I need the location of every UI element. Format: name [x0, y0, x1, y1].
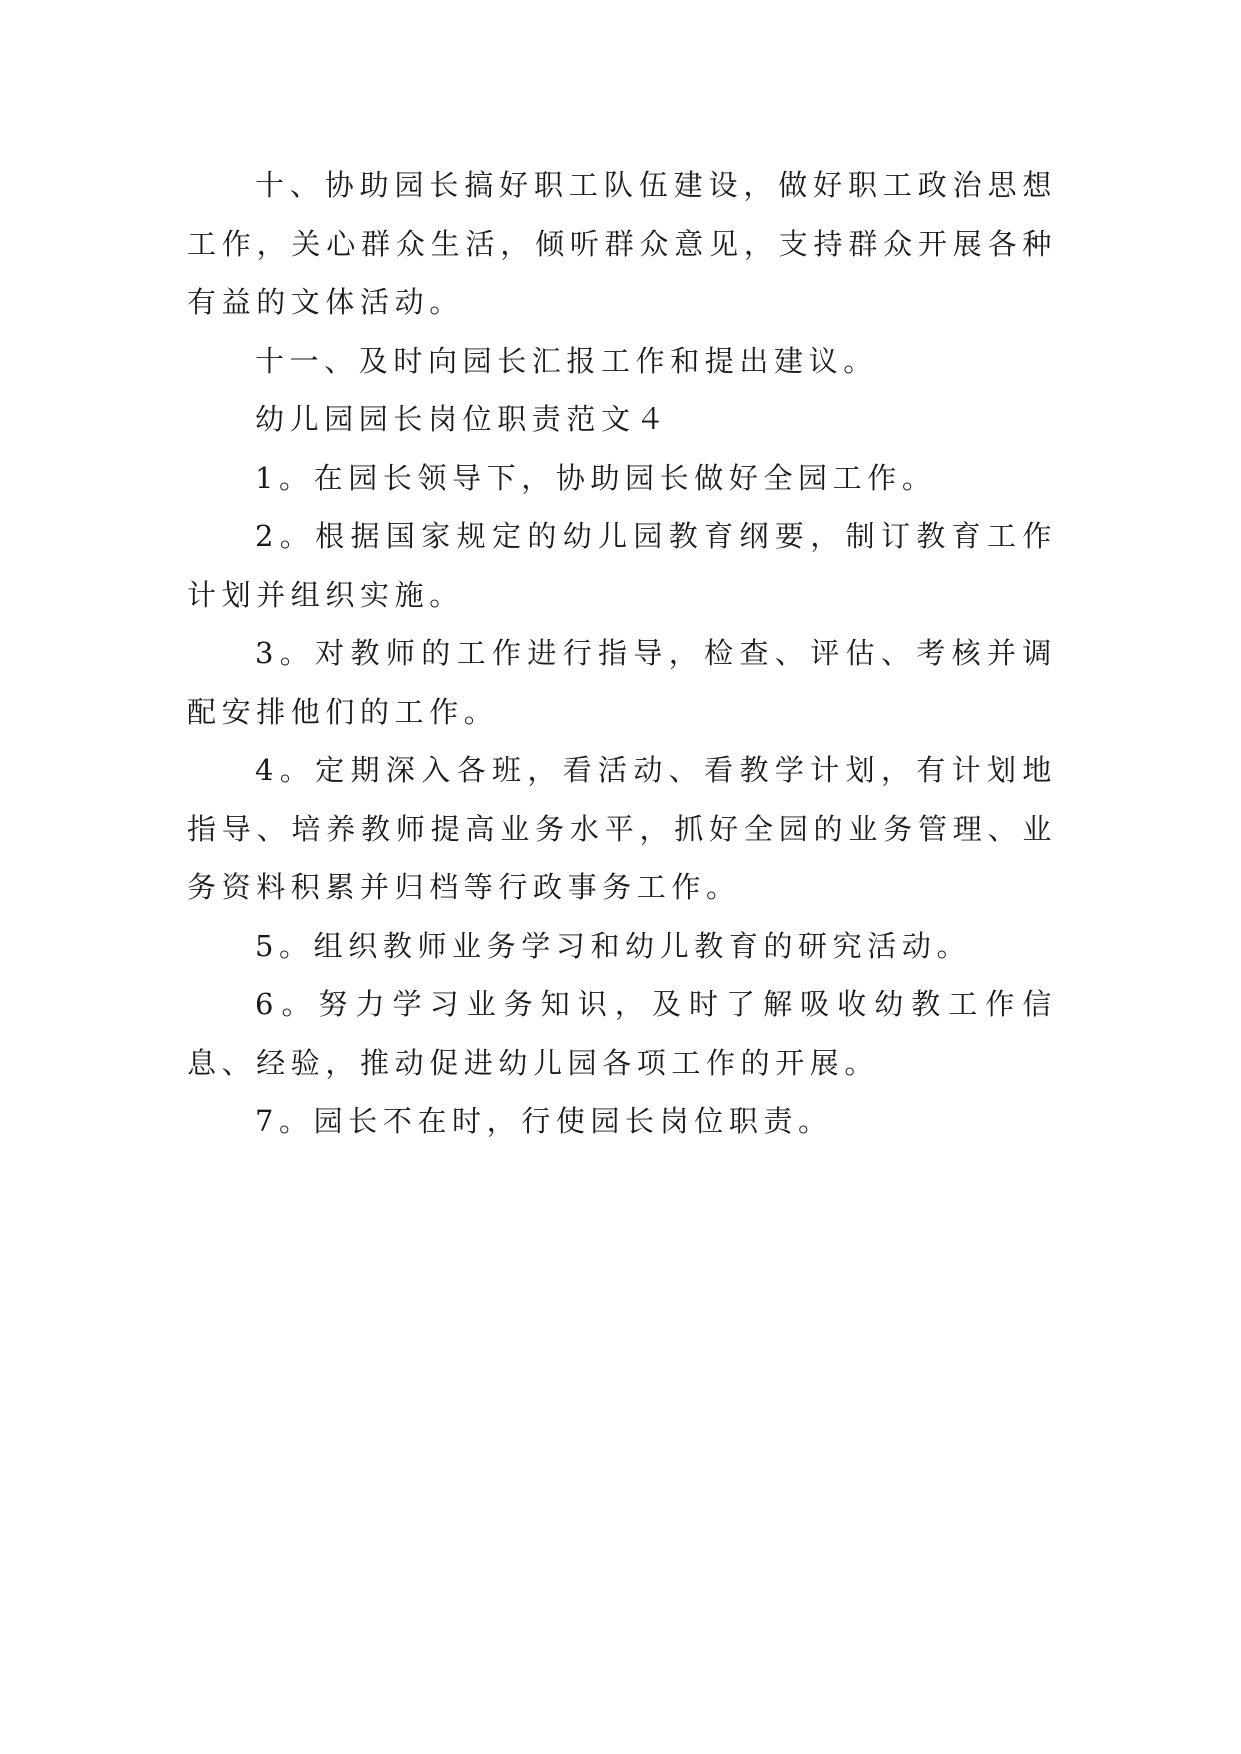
paragraph-item-6: 6。努力学习业务知识，及时了解吸收幼教工作信息、经验，推动促进幼儿园各项工作的开展。 — [187, 987, 1057, 1080]
paragraph-item-7: 7。园长不在时，行使园长岗位职责。 — [255, 1104, 833, 1138]
section-heading: 幼儿园园长岗位职责范文４ — [255, 402, 671, 436]
paragraph-item-3: 3。对教师的工作进行指导，检查、评估、考核并调配安排他们的工作。 — [187, 636, 1057, 729]
paragraph-item-ten: 十、协助园长搞好职工队伍建设，做好职工政治思想工作，关心群众生活，倾听群众意见，支持群众开展各种有益的文体活动。 — [187, 168, 1057, 319]
paragraph-item-1: 1。在园长领导下，协助园长做好全园工作。 — [255, 460, 937, 495]
document-body — [187, 156, 1057, 1151]
paragraph-item-2: 2。根据国家规定的幼儿园教育纲要，制订教育工作计划并组织实施。 — [187, 519, 1057, 612]
paragraph-item-eleven: 十一、及时向园长汇报工作和提出建议。 — [255, 343, 878, 378]
paragraph-item-5: 5。组织教师业务学习和幼儿教育的研究活动。 — [255, 928, 972, 963]
paragraph-item-4: 4。定期深入各班，看活动、看教学计划，有计划地指导、培养教师提高业务水平，抓好全园的业务管理、业务资料积累并归档等行政事务工作。 — [187, 753, 1057, 904]
